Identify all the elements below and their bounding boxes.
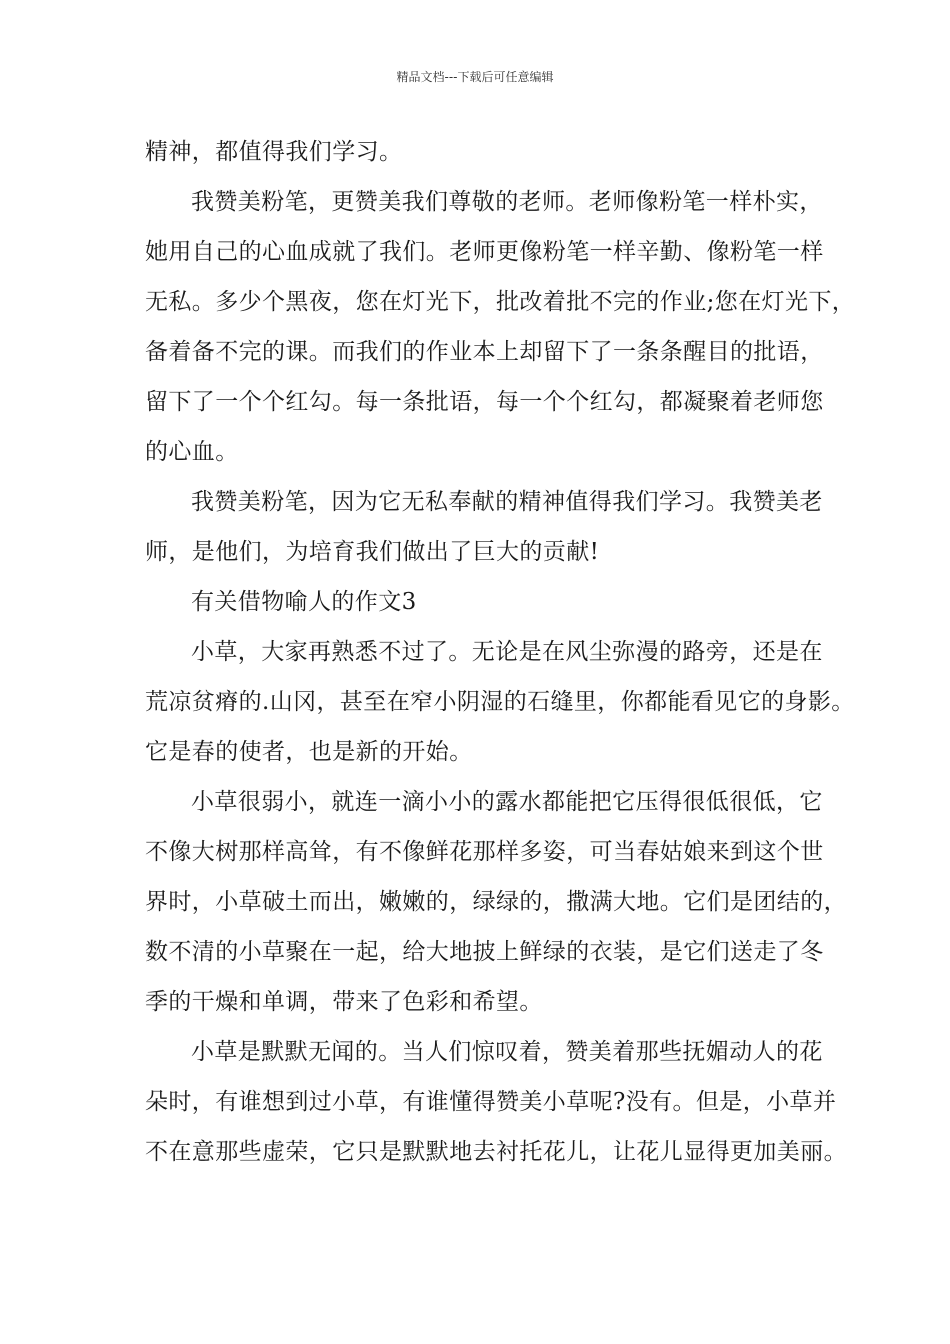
text-line: 我赞美粉笔，因为它无私奉献的精神值得我们学习。我赞美老 — [191, 489, 823, 515]
text-line: 精神，都值得我们学习。 — [145, 139, 403, 165]
document-body — [145, 127, 856, 1177]
text-line: 师，是他们，为培育我们做出了巨大的贡献! — [145, 539, 600, 565]
paragraph — [145, 177, 856, 477]
text-line: 备着备不完的课。而我们的作业本上却留下了一条条醒目的批语， — [145, 339, 824, 365]
page-header: 精品文档---下载后可任意编辑 — [396, 70, 554, 84]
text-line: 界时，小草破土而出，嫩嫩的，绿绿的，撒满大地。它们是团结的， — [145, 889, 847, 915]
text-line: 数不清的小草聚在一起，给大地披上鲜绿的衣装，是它们送走了冬 — [145, 939, 824, 965]
text-line: 小草很弱小，就连一滴小小的露水都能把它压得很低很低，它 — [191, 789, 823, 815]
text-line: 它是春的使者，也是新的开始。 — [145, 739, 473, 765]
text-line: 不在意那些虚荣，它只是默默地去衬托花儿，让花儿显得更加美丽。 — [145, 1139, 847, 1165]
text-line: 朵时，有谁想到过小草，有谁懂得赞美小草呢?没有。但是，小草并 — [145, 1089, 837, 1115]
paragraph — [145, 127, 825, 177]
paragraph — [145, 577, 825, 627]
text-line: 无私。多少个黑夜，您在灯光下，批改着批不完的作业;您在灯光下， — [145, 289, 856, 315]
text-line: 季的干燥和单调，带来了色彩和希望。 — [145, 989, 543, 1015]
text-line: 我赞美粉笔，更赞美我们尊敬的老师。老师像粉笔一样朴实， — [191, 189, 823, 215]
text-line: 留下了一个个红勾。每一条批语，每一个个红勾，都凝聚着老师您 — [145, 389, 824, 415]
text-line: 不像大树那样高耸，有不像鲜花那样多姿，可当春姑娘来到这个世 — [145, 839, 824, 865]
text-line: 小草，大家再熟悉不过了。无论是在风尘弥漫的路旁，还是在 — [191, 639, 823, 665]
paragraph — [145, 477, 825, 577]
text-line: 的心血。 — [145, 439, 239, 465]
text-line: 有关借物喻人的作文3 — [191, 589, 417, 615]
text-line: 小草是默默无闻的。当人们惊叹着，赞美着那些抚媚动人的花 — [191, 1039, 823, 1065]
paragraph — [145, 777, 847, 1027]
text-line: 她用自己的心血成就了我们。老师更像粉笔一样辛勤、像粉笔一样 — [145, 239, 824, 265]
paragraph — [145, 627, 855, 777]
text-line: 荒凉贫瘠的.山冈，甚至在窄小阴湿的石缝里，你都能看见它的身影。 — [145, 689, 855, 715]
paragraph — [145, 1027, 847, 1177]
